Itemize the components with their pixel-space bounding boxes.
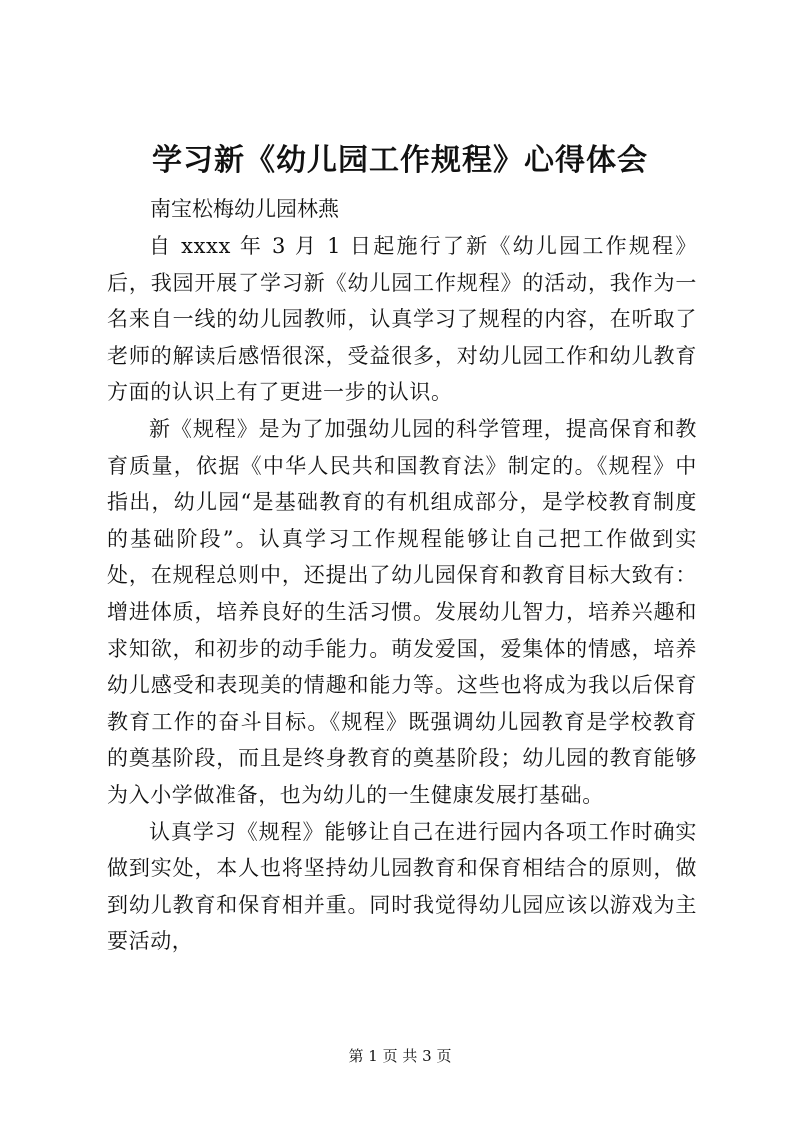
paragraph-3: 认真学习《规程》能够让自己在进行园内各项工作时确实做到实处，本人也将坚持幼儿园教育和保育相结合的原则，做到幼儿教育和保育相并重。同时我觉得幼儿园应该以游戏为主要活动， (107, 819, 697, 954)
document-title: 学习新《幼儿园工作规程》心得体会 (152, 143, 648, 178)
document-body (107, 228, 697, 960)
page-footer: 第 1 页 共 3 页 (348, 1047, 452, 1065)
document-author: 南宝松梅幼儿园林燕 (150, 197, 339, 221)
paragraph-2: 新《规程》是为了加强幼儿园的科学管理，提高保育和教育质量，依据《中华人民共和国教育法》制定的。《规程》中指出，幼儿园“是基础教育的有机组成部分，是学校教育制度的基础阶段”。认真学习工作规程能够让自己把工作做到实处，在规程总则中，还提出了幼儿园保育和教育目标大致有：增进体质，培养良好的生活习惯。发展幼儿智力，培养兴趣和求知欲，和初步的动手能力。萌发爱国，爱集体的情感，培养幼儿感受和表现美的情趣和能力等。这些也将成为我以后保育教育工作的奋斗目标。《规程》既强调幼儿园教育是学校教育的奠基阶段，而且是终身教育的奠基阶段；幼儿园的教育能够为入小学做准备，也为幼儿的一生健康发展打基础。 (107, 416, 697, 807)
paragraph-1: 自 xxxx 年 3 月 1 日起施行了新《幼儿园工作规程》后，我园开展了学习新《幼儿园工作规程》的活动，我作为一名来自一线的幼儿园教师，认真学习了规程的内容，在听取了老师的解读后感悟很深，受益很多，对幼儿园工作和幼儿教育方面的认识上有了更进一步的认识。 (107, 234, 697, 405)
